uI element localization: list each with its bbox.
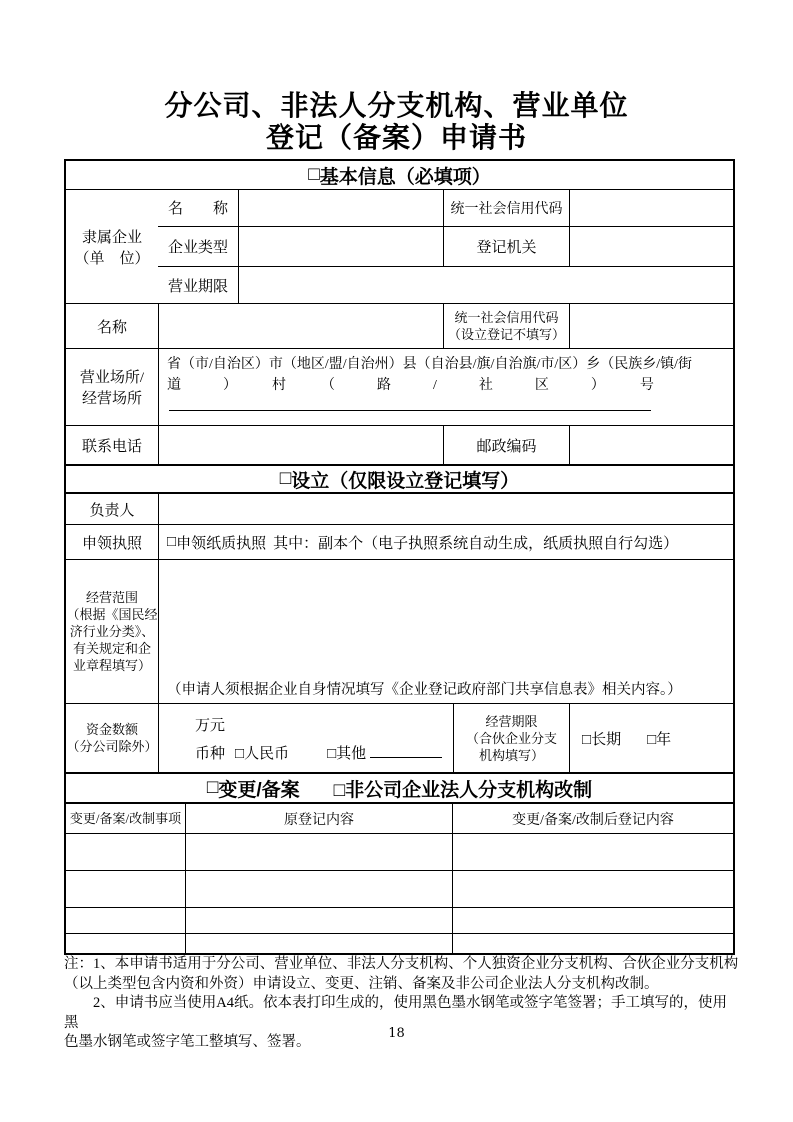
contact-phone-label: 联系电话 bbox=[81, 438, 142, 455]
change-table-row bbox=[66, 833, 733, 870]
principal-input[interactable] bbox=[158, 494, 733, 524]
business-address-row bbox=[66, 348, 733, 425]
branch-name-row bbox=[66, 303, 733, 348]
license-label: 申领执照 bbox=[81, 535, 142, 552]
term-year-checkbox[interactable]: □ bbox=[647, 731, 657, 748]
paper-license-label: 申领纸质执照 bbox=[176, 535, 267, 552]
business-term-input[interactable] bbox=[238, 267, 733, 303]
business-scope-row bbox=[66, 559, 733, 703]
address-fill-line[interactable] bbox=[169, 410, 651, 411]
capital-label: 资金数额 （分公司除外） bbox=[66, 722, 158, 754]
basic-info-header-label: 基本信息（必填项） bbox=[319, 166, 491, 188]
license-options bbox=[158, 525, 733, 559]
changed-content-cell[interactable] bbox=[452, 871, 733, 907]
section-header-change-filing bbox=[66, 772, 733, 802]
change-filing-checkbox[interactable]: □ bbox=[206, 777, 219, 798]
section-header-establishment bbox=[66, 464, 733, 492]
capital-unit-label: 万元 bbox=[195, 717, 226, 734]
changed-content-cell[interactable] bbox=[452, 934, 733, 953]
parent-credit-code-input[interactable] bbox=[569, 190, 733, 226]
operating-term-options bbox=[569, 704, 733, 772]
change-item-cell[interactable] bbox=[66, 934, 185, 953]
basic-info-checkbox[interactable]: □ bbox=[308, 164, 320, 185]
registration-authority-label: 登记机关 bbox=[443, 227, 569, 267]
parent-name-input[interactable] bbox=[238, 190, 443, 226]
original-content-cell[interactable] bbox=[185, 934, 452, 953]
changed-content-cell[interactable] bbox=[452, 908, 733, 933]
parent-enterprise-label: 隶属企业 （单 位） bbox=[74, 229, 150, 267]
currency-other-label: 其他 bbox=[336, 745, 367, 762]
business-scope-note: （申请人须根据企业自身情况填写《企业登记政府部门共享信息表》相关内容。） bbox=[167, 682, 682, 698]
change-item-cell[interactable] bbox=[66, 834, 185, 870]
changed-content-column-header: 变更/备案/改制后登记内容 bbox=[452, 804, 733, 833]
establishment-header-label: 设立（仅限设立登记填写） bbox=[291, 470, 520, 492]
license-row bbox=[66, 524, 733, 559]
page-number: 18 bbox=[388, 1026, 405, 1041]
term-year-label: 年 bbox=[656, 731, 672, 748]
currency-other-checkbox[interactable]: □ bbox=[327, 745, 337, 762]
parent-name-label: 名 称 bbox=[167, 201, 228, 218]
capital-input-area[interactable] bbox=[158, 704, 453, 772]
changed-content-cell[interactable] bbox=[452, 834, 733, 870]
footnote-line3: 2、申请书应当使用A4纸。依本表打印生成的，使用黑色墨水钢笔或签字笔签署；手工填写的，使用黑 bbox=[64, 995, 727, 1031]
restructure-checkbox[interactable]: □ bbox=[333, 779, 346, 801]
change-table-header-row bbox=[66, 802, 733, 833]
branch-name-input[interactable] bbox=[158, 304, 443, 348]
currency-other-fill-line[interactable] bbox=[370, 744, 442, 758]
branch-credit-code-label: 统一社会信用代码 （设立登记不填写） bbox=[443, 304, 569, 348]
parent-enterprise-group bbox=[66, 189, 733, 303]
original-content-cell[interactable] bbox=[185, 871, 452, 907]
form-title-line1: 分公司、非法人分支机构、营业单位 bbox=[164, 90, 629, 121]
postcode-input[interactable] bbox=[569, 426, 733, 464]
registration-authority-input[interactable] bbox=[569, 227, 733, 267]
contact-phone-row bbox=[66, 425, 733, 464]
address-template-line1: 省（市/自治区）市（地区/盟/自治州）县（自治县/旗/自治旗/市/区）乡（民族乡/镇/街 bbox=[167, 357, 693, 372]
establishment-checkbox[interactable]: □ bbox=[279, 468, 292, 489]
business-address-label: 营业场所/ 经营场所 bbox=[79, 370, 145, 407]
change-table-row bbox=[66, 933, 733, 953]
license-copies-text: 其中：副本个（电子执照系统自动生成，纸质执照自行勾选） bbox=[273, 535, 679, 552]
footnote-line4: 色墨水钢笔或签字笔工整填写、签署。 bbox=[64, 1034, 311, 1050]
original-content-cell[interactable] bbox=[185, 908, 452, 933]
operating-term-label: 经营期限 （合伙企业分支 机构填写） bbox=[453, 704, 569, 772]
footnote-line1: 注：1、本申请书适用于分公司、营业单位、非法人分支机构、个人独资企业分支机构、合伙企业分支机构 bbox=[64, 956, 739, 972]
term-longterm-checkbox[interactable]: □ bbox=[582, 731, 592, 748]
contact-phone-input[interactable] bbox=[158, 426, 443, 464]
form-title bbox=[0, 90, 793, 154]
parent-type-label: 企业类型 bbox=[167, 239, 228, 256]
original-content-column-header: 原登记内容 bbox=[185, 804, 452, 833]
branch-credit-code-input[interactable] bbox=[569, 304, 733, 348]
change-table-row bbox=[66, 870, 733, 907]
currency-rmb-label: 人民币 bbox=[244, 745, 290, 762]
principal-row bbox=[66, 492, 733, 524]
branch-name-label: 名称 bbox=[96, 319, 127, 336]
capital-row bbox=[66, 703, 733, 772]
section-header-basic-info bbox=[66, 161, 733, 189]
change-filing-header-label: 变更/备案 bbox=[218, 779, 300, 801]
business-term-label: 营业期限 bbox=[167, 278, 228, 295]
parent-credit-code-label: 统一社会信用代码 bbox=[443, 190, 569, 226]
address-template-line2: 道 ） 村 （ 路 / 社 区 ） 号 bbox=[167, 378, 654, 393]
term-longterm-label: 长期 bbox=[591, 731, 622, 748]
footnote-line2: （以上类型包含内资和外资）申请设立、变更、注销、备案及非公司企业法人分支机构改制。 bbox=[64, 975, 659, 992]
currency-label: 币种 bbox=[195, 745, 226, 762]
business-scope-label: 经营范围 （根据《国民经 济行业分类》、 有关规定和企 业章程填写） bbox=[66, 590, 158, 673]
restructure-header-label: 非公司企业法人分支机构改制 bbox=[345, 779, 593, 801]
business-scope-input[interactable] bbox=[158, 560, 733, 703]
change-item-column-header: 变更/备案/改制事项 bbox=[69, 811, 182, 826]
business-address-input[interactable] bbox=[158, 349, 733, 425]
change-item-cell[interactable] bbox=[66, 908, 185, 933]
parent-type-input[interactable] bbox=[238, 227, 443, 267]
postcode-label: 邮政编码 bbox=[443, 426, 569, 464]
principal-label: 负责人 bbox=[89, 502, 135, 519]
form-title-line2: 登记（备案）申请书 bbox=[265, 122, 527, 153]
original-content-cell[interactable] bbox=[185, 834, 452, 870]
change-table-row bbox=[66, 907, 733, 933]
currency-rmb-checkbox[interactable]: □ bbox=[235, 745, 245, 762]
paper-license-checkbox[interactable]: □ bbox=[167, 533, 177, 550]
application-form-table bbox=[64, 159, 735, 955]
change-item-cell[interactable] bbox=[66, 871, 185, 907]
